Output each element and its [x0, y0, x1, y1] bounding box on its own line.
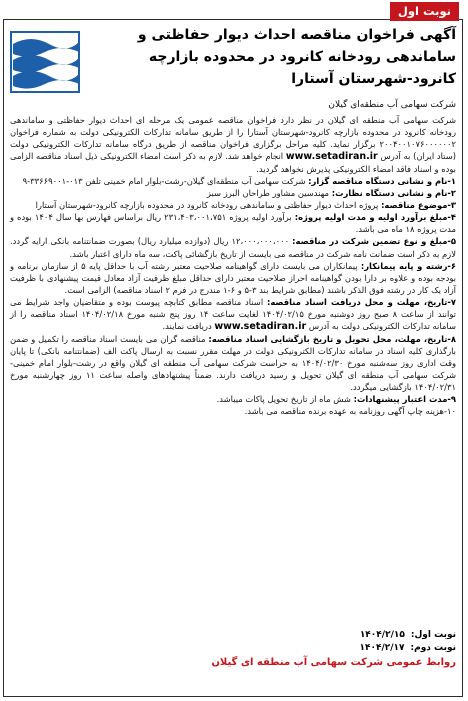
item-7-text: اسناد مناقصه مطابق کتابچه پیوست بوده و متقاضیان واجد شرایط می توانند از ساعت ۸ صبح روز دوشنبه مورخ ۱۴۰۴/۰۲/۱۵ لغایت ساعت ۱۴ روز پنج شنبه مورخ ۱۴۰۴/۰۲/۱۸ اسناد مناقصه را از سامانه تدارکات الکترونیکی دولت به آدرس — [10, 296, 456, 331]
setadiran-link[interactable]: www.setadiran.ir — [285, 151, 378, 163]
item-8-label: ۸-تاریخ، مهلت، محل تحویل و تاریخ بازگشایی اسناد مناقصه: — [208, 333, 456, 344]
setadiran-link-2[interactable]: www.setadiran.ir — [214, 320, 307, 332]
item-5 — [10, 235, 456, 259]
intro-text-1: شرکت سهامی آب منطقه ای گیلان در نظر دارد فراخوان مناقصه عمومی یک مرحله ای احداث دیوار حفاظتی و ساماندهی رودخانه کانرود در محدوده بازارچه کانرود-شهرستان آستارا را از طریق سامانه تدارکات الکترونیکی دولت به شماره فراخوان ۲۰۰۴۰۰۱۰۷۶۰۰۰۰۰۰۲ برگزار نماید. کلیه مراحل برگزاری فراخوان مناقصه از طریق درگاه سامانه تدارکات الکترونیکی دولت (ستاد ایران) به آدرس — [10, 115, 456, 162]
public-relations-signature: روابط عمومی شرکت سهامی آب منطقه ای گیلان — [211, 657, 456, 668]
item-7-text-2: دریافت نمایند. — [162, 320, 212, 331]
notice-title — [86, 24, 456, 90]
first-publication-date: ۱۴۰۴/۲/۱۵ — [359, 630, 405, 640]
intro-text-2: انجام خواهد شد. لازم به ذکر است امضاء الکترونیکی ذیل اسناد مناقصه الزامی بوده و اسناد فاقد امضاء الکترونیکی پذیرش نخواهد گردید. — [10, 151, 456, 175]
item-5-text: ۱۲،۰۰۰،۰۰۰،۰۰۰ ریال (دوازده میلیارد ریال) بصورت ضمانتنامه بانکی ارایه گردد. لازم به ذکر است ضمانت نامه شرکت در مناقصه می بایست از تاریخ بازگشائی پاکت، سه ماه دارای اعتبار باشد. — [10, 236, 456, 259]
item-2-label: ۲-نام و نشانی دستگاه نظارت: — [331, 188, 456, 199]
item-2 — [10, 187, 456, 199]
item-4-text: برآورد اولیه پروژه ۲۳۱،۴۰۳،۰۰۱،۷۵۱ ریال براساس فهارس بها سال ۱۴۰۴ بوده و مدت پروژه ۱۸ ماه می باشد. — [10, 212, 456, 235]
first-publication-label: نوبت اول: — [410, 630, 456, 640]
item-1-text: شرکت سهامی آب منطقه‌ای گیلان-رشت-بلوار امام خمینی تلفن ۰۱۳-۳۳۶۶۹۰۰۱-۹ — [22, 176, 306, 187]
second-publication-label: نوبت دوم: — [410, 643, 456, 653]
notice-body — [10, 114, 456, 417]
item-10 — [10, 405, 456, 417]
item-8 — [10, 333, 456, 393]
item-5-label: ۵-مبلغ و نوع تضمین شرکت در مناقصه: — [292, 236, 456, 247]
item-8-text: مناقصه گران می بایست اسناد مناقصه را تکمیل و ضمن بارگذاری کلیه اسناد در سامانه تدارکات الکترونیکی دولت در مهلت مقرر نسبت به ارسال پاکت الف (ضمانتنامه بانکی) تا پایان وقت اداری روز سه‌شنبه مورخ ۱۴۰۴/۰۲/۳۰ به حراست شرکت سهامی آب منطقه ای گیلان واقع در رشت-بلوار امام خمینی-شرکت سهامی آب منطقه ای گیلان تحویل و رسید دریافت دارند. ضمناً پیشنهادهای واصله ساعت ۱۱ روز چهارشنبه مورخ ۱۴۰۴/۰۲/۳۱ بازگشایی میگردد. — [10, 333, 456, 393]
item-3-label: ۳-موضوع مناقصه: — [381, 200, 456, 211]
item-9-label: ۹-مدت اعتبار پیشنهادات: — [353, 394, 456, 405]
item-6-label: ۶-رشته و پایه پیمانکار: — [360, 260, 456, 271]
title-line-1: آگهی فراخوان مناقصه احداث دیوار حفاظتی و — [137, 27, 456, 43]
item-6 — [10, 260, 456, 296]
item-9 — [10, 393, 456, 405]
item-1 — [10, 175, 456, 187]
intro-paragraph — [10, 114, 456, 175]
item-7-label: ۷-تاریخ، مهلت و محل دریافت اسناد مناقصه: — [266, 296, 456, 307]
second-publication — [359, 642, 456, 655]
item-4-label: ۴-مبلغ برآورد اولیه و مدت اولیه پروژه: — [294, 212, 456, 223]
item-3-text: پروژه احداث دیوار حفاظتی و ساماندهی رودخانه کانرود در محدوده بازارچه کانرود-شهرستان آستارا — [35, 200, 379, 211]
water-waves-logo-icon — [9, 30, 81, 94]
item-7 — [10, 296, 456, 333]
first-publication — [359, 629, 456, 642]
item-6-text: پیمانکاران می بایست دارای گواهینامه صلاحیت معتبر رشته آب با حداقل پایه ۵ از سازمان برنامه و بودجه بوده و علاوه بر دارا بودن گواهینامه احراز صلاحیت معتبر دارای حداقل مبلغ ظرفیت آزاد معادل قیمت پیشنهادی با ظرفیت آزاد یک کار در رشته فوق الذکر باشند (مطابق شرایط بند ۳-۵ و ۶-۱ مندرج در فرم ۲ اسناد مناقصه) الزامی است. — [10, 260, 456, 295]
title-line-2: ساماندهی رودخانه کانرود در محدوده بازارچه — [148, 49, 456, 65]
second-publication-date: ۱۴۰۴/۲/۱۷ — [359, 643, 405, 653]
publication-dates — [359, 629, 456, 655]
title-line-3: کانرود-شهرستان آستارا — [291, 71, 456, 87]
item-3 — [10, 199, 456, 211]
publication-badge: نوبت اول — [390, 2, 459, 21]
publisher-name: شرکت سهامی آب منطقه‌ای گیلان — [328, 100, 456, 110]
item-2-text: مهندسین مشاور طراحان البرز سبز — [206, 188, 330, 199]
item-10-text: ۱۰-هزینه چاپ آگهی روزنامه به عهده برنده مناقصه می باشد. — [244, 406, 456, 417]
item-1-label: ۱-نام و نشانی دستگاه مناقصه گزار: — [308, 176, 456, 187]
item-4 — [10, 211, 456, 235]
item-9-text: شش ماه از تاریخ تحویل پاکات میباشد. — [216, 394, 351, 405]
